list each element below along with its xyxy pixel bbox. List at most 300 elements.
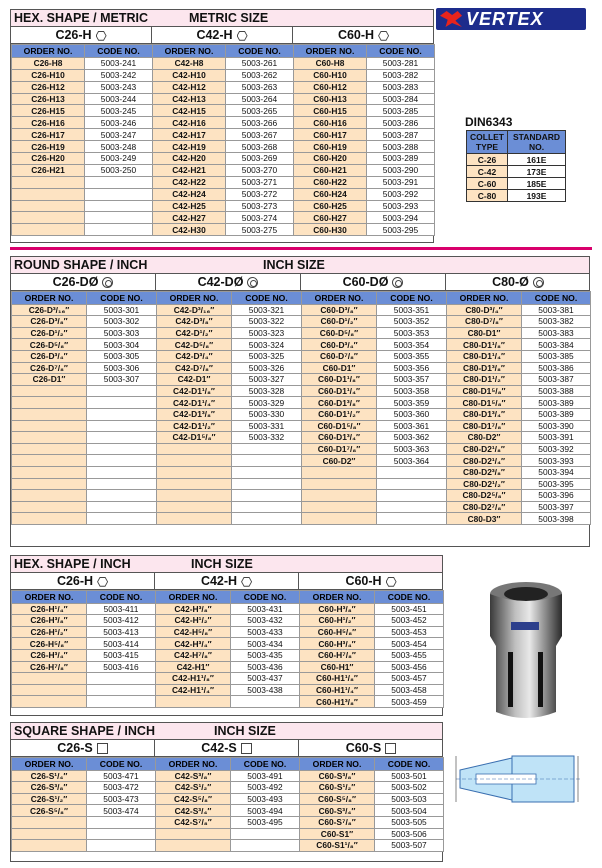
order-no-cell: C60-D³/₈″ xyxy=(302,304,377,316)
din-title: DIN6343 xyxy=(465,115,513,129)
code-no-cell: 5003-395 xyxy=(522,478,591,490)
code-no-cell: 5003-459 xyxy=(375,696,444,708)
code-no-cell: 5003-287 xyxy=(367,129,435,141)
table-row xyxy=(157,443,302,455)
column-header-order: ORDER NO. xyxy=(300,758,375,771)
code-no-cell: 5003-396 xyxy=(522,490,591,502)
table-row xyxy=(156,638,300,650)
code-no-cell: 5003-352 xyxy=(377,316,447,328)
order-no-cell xyxy=(12,224,85,236)
order-no-cell: C26-H13 xyxy=(12,93,85,105)
table-row xyxy=(12,638,156,650)
order-no-cell xyxy=(157,443,232,455)
code-no-cell: 5003-243 xyxy=(85,81,153,93)
column-header-order: ORDER NO. xyxy=(447,292,522,305)
section-size-label: METRIC SIZE xyxy=(189,11,269,25)
table-row xyxy=(153,93,294,105)
code-no-cell: 5003-473 xyxy=(87,793,156,805)
order-no-cell: C80-D1³/₈″ xyxy=(447,362,522,374)
code-no-cell xyxy=(85,176,153,188)
section-title-bar xyxy=(11,556,442,573)
group-c26-h xyxy=(11,27,152,44)
group-label: C42-H xyxy=(196,28,233,42)
table-row xyxy=(294,200,435,212)
code-no-cell xyxy=(87,478,157,490)
group-label: C26-DØ xyxy=(52,275,99,289)
order-no-cell: C60-D1³/₈″ xyxy=(302,397,377,409)
order-no-cell: C26-D⁵/₈″ xyxy=(12,339,87,351)
code-no-cell: 5003-274 xyxy=(226,212,294,224)
order-no-cell: C80-D1¹/₂″ xyxy=(447,374,522,386)
order-no-cell: C80-D2¹/₄″ xyxy=(447,455,522,467)
table-row xyxy=(294,129,435,141)
code-no-cell: 5003-386 xyxy=(522,362,591,374)
vertex-logo-icon xyxy=(440,11,462,27)
table-row xyxy=(157,327,302,339)
table-row xyxy=(156,782,300,794)
code-no-cell: 5003-295 xyxy=(367,224,435,236)
table-c42-h xyxy=(152,44,294,236)
square-shape-icon xyxy=(385,743,396,754)
group-label: C80-Ø xyxy=(492,275,529,289)
table-row xyxy=(156,793,300,805)
section-square-inch xyxy=(10,722,443,862)
order-no-cell: C60-S⁷/₈″ xyxy=(300,816,375,828)
table-row xyxy=(12,93,153,105)
table-row xyxy=(12,466,157,478)
table-row xyxy=(300,638,444,650)
code-no-cell: 5003-416 xyxy=(87,661,156,673)
code-no-cell: 5003-382 xyxy=(522,316,591,328)
order-no-cell: C80-D1⁵/₈″ xyxy=(447,385,522,397)
code-no-cell xyxy=(87,816,156,828)
table-row xyxy=(302,327,447,339)
order-no-cell: C42-H30 xyxy=(153,224,226,236)
code-no-cell: 5003-272 xyxy=(226,188,294,200)
order-no-cell: C60-H1³/₈″ xyxy=(300,696,375,708)
table-row xyxy=(12,339,157,351)
hexagon-shape-icon xyxy=(386,577,397,587)
order-no-cell: C42-H13 xyxy=(153,93,226,105)
column-header-order: ORDER NO. xyxy=(12,591,87,604)
code-no-cell: 5003-284 xyxy=(367,93,435,105)
order-no-cell: C42-H21 xyxy=(153,164,226,176)
code-no-cell: 5003-437 xyxy=(231,673,300,685)
table-row xyxy=(157,374,302,386)
table-row xyxy=(157,420,302,432)
code-no-cell: 5003-267 xyxy=(226,129,294,141)
table-row xyxy=(12,478,157,490)
group-label: C26-S xyxy=(57,741,93,755)
table-row xyxy=(12,501,157,513)
table-row xyxy=(157,316,302,328)
table-row xyxy=(12,176,153,188)
table-row xyxy=(12,816,156,828)
code-no-cell: 5003-495 xyxy=(231,816,300,828)
order-no-cell xyxy=(12,188,85,200)
order-no-cell: C80-D2³/₈″ xyxy=(447,466,522,478)
group-header-row xyxy=(11,274,589,291)
table-row xyxy=(447,327,591,339)
order-no-cell: C60-H³/₈″ xyxy=(300,603,375,615)
code-no-cell: 5003-268 xyxy=(226,141,294,153)
collet-photo xyxy=(478,572,574,722)
code-no-cell: 5003-454 xyxy=(375,638,444,650)
code-no-cell: 5003-327 xyxy=(232,374,302,386)
code-no-cell: 5003-306 xyxy=(87,362,157,374)
table-row xyxy=(447,397,591,409)
code-no-cell: 5003-415 xyxy=(87,649,156,661)
column-header-code: CODE NO. xyxy=(522,292,591,305)
order-no-cell: C26-H⁵/₈″ xyxy=(12,638,87,650)
table-row xyxy=(12,200,153,212)
table-row xyxy=(447,304,591,316)
table-row xyxy=(12,224,153,236)
order-no-cell: C60-D1¹/₂″ xyxy=(302,408,377,420)
table-row xyxy=(12,188,153,200)
code-no-cell xyxy=(87,673,156,685)
order-no-cell xyxy=(302,478,377,490)
table-row xyxy=(300,816,444,828)
order-no-cell: C26-H15 xyxy=(12,105,85,117)
code-no-cell xyxy=(231,840,300,852)
code-no-cell: 5003-307 xyxy=(87,374,157,386)
table-row xyxy=(300,649,444,661)
code-no-cell xyxy=(87,455,157,467)
table-row xyxy=(300,805,444,817)
table-row xyxy=(447,443,591,455)
table-row xyxy=(156,626,300,638)
table-row xyxy=(157,408,302,420)
group-c60-s xyxy=(299,740,443,757)
order-no-cell: C26-H³/₈″ xyxy=(12,615,87,627)
order-no-cell xyxy=(157,513,232,525)
order-no-cell: C60-D¹/₂″ xyxy=(302,316,377,328)
table-row xyxy=(12,408,157,420)
code-no-cell: 5003-434 xyxy=(231,638,300,650)
code-no-cell xyxy=(232,443,302,455)
order-no-cell: C60-H21 xyxy=(294,164,367,176)
order-no-cell: C60-D⁷/₈″ xyxy=(302,350,377,362)
order-no-cell xyxy=(302,490,377,502)
section-title-bar xyxy=(11,257,589,274)
code-no-cell: 5003-360 xyxy=(377,408,447,420)
order-no-cell: C60-D1³/₄″ xyxy=(302,432,377,444)
table-row xyxy=(156,661,300,673)
code-no-cell: 5003-281 xyxy=(367,57,435,69)
order-no-cell: C60-D1⁵/₈″ xyxy=(302,420,377,432)
column-header-code: CODE NO. xyxy=(226,45,294,58)
order-no-cell: C42-H19 xyxy=(153,141,226,153)
order-no-cell: C42-S¹/₂″ xyxy=(156,782,231,794)
table-row xyxy=(447,455,591,467)
table-row xyxy=(12,69,153,81)
group-c42-h xyxy=(152,27,293,44)
table-row xyxy=(12,432,157,444)
code-no-cell xyxy=(87,408,157,420)
table-row xyxy=(156,828,300,840)
code-no-cell xyxy=(232,501,302,513)
order-no-cell: C42-S⁷/₈″ xyxy=(156,816,231,828)
table-row xyxy=(12,455,157,467)
table-row xyxy=(447,408,591,420)
order-no-cell xyxy=(156,828,231,840)
hexagon-shape-icon xyxy=(97,577,108,587)
section-title: ROUND SHAPE / INCH xyxy=(14,258,148,272)
code-no-cell xyxy=(377,490,447,502)
table-row xyxy=(153,105,294,117)
code-no-cell: 5003-391 xyxy=(522,432,591,444)
code-no-cell: 5003-330 xyxy=(232,408,302,420)
order-no-cell: C42-H17 xyxy=(153,129,226,141)
code-no-cell: 5003-358 xyxy=(377,385,447,397)
section-title-bar xyxy=(11,723,442,740)
table-row xyxy=(302,408,447,420)
code-no-cell: 5003-362 xyxy=(377,432,447,444)
order-no-cell: C60-H16 xyxy=(294,117,367,129)
table-row xyxy=(156,770,300,782)
table-row xyxy=(157,478,302,490)
column-header-order: ORDER NO. xyxy=(12,758,87,771)
brand-name: VERTEX xyxy=(466,9,544,29)
table-row xyxy=(447,385,591,397)
order-no-cell: C42-H³/₈″ xyxy=(156,603,231,615)
din-row: C-60 185E xyxy=(467,178,566,190)
table-c26-d xyxy=(11,291,157,525)
code-no-cell: 5003-364 xyxy=(377,455,447,467)
square-shape-icon xyxy=(241,743,252,754)
code-no-cell: 5003-331 xyxy=(232,420,302,432)
table-row xyxy=(156,816,300,828)
code-no-cell: 5003-505 xyxy=(375,816,444,828)
table-row xyxy=(12,117,153,129)
order-no-cell xyxy=(156,840,231,852)
order-no-cell: C42-D⁵/₈″ xyxy=(157,339,232,351)
order-no-cell xyxy=(12,443,87,455)
code-no-cell: 5003-248 xyxy=(85,141,153,153)
table-c42-h xyxy=(155,590,300,708)
order-no-cell: C26-D⁷/₈″ xyxy=(12,362,87,374)
order-no-cell xyxy=(12,501,87,513)
order-no-cell: C60-H1″ xyxy=(300,661,375,673)
section-title-bar xyxy=(11,10,433,27)
order-no-cell: C42-S³/₄″ xyxy=(156,805,231,817)
order-no-cell: C60-H1¹/₈″ xyxy=(300,673,375,685)
code-no-cell: 5003-411 xyxy=(87,603,156,615)
table-row xyxy=(300,615,444,627)
order-no-cell: C80-D1³/₄″ xyxy=(447,408,522,420)
code-no-cell: 5003-264 xyxy=(226,93,294,105)
code-no-cell: 5003-351 xyxy=(377,304,447,316)
code-no-cell: 5003-262 xyxy=(226,69,294,81)
code-no-cell: 5003-292 xyxy=(367,188,435,200)
code-no-cell: 5003-249 xyxy=(85,153,153,165)
hexagon-shape-icon xyxy=(241,577,252,587)
order-no-cell: C60-D³/₄″ xyxy=(302,339,377,351)
table-row xyxy=(153,81,294,93)
order-no-cell: C60-D⁵/₈″ xyxy=(302,327,377,339)
table-c26-s xyxy=(11,757,156,852)
order-no-cell xyxy=(12,385,87,397)
table-row xyxy=(300,782,444,794)
code-no-cell: 5003-302 xyxy=(87,316,157,328)
table-row xyxy=(12,397,157,409)
group-c42-h xyxy=(155,573,299,590)
column-header-code: CODE NO. xyxy=(231,758,300,771)
code-no-cell: 5003-332 xyxy=(232,432,302,444)
table-row xyxy=(447,374,591,386)
order-no-cell: C42-H22 xyxy=(153,176,226,188)
order-no-cell: C60-H12 xyxy=(294,81,367,93)
order-no-cell: C42-H20 xyxy=(153,153,226,165)
table-row xyxy=(302,350,447,362)
table-row xyxy=(294,117,435,129)
code-no-cell xyxy=(87,432,157,444)
code-no-cell xyxy=(87,466,157,478)
table-row xyxy=(302,304,447,316)
order-no-cell xyxy=(12,408,87,420)
code-no-cell: 5003-245 xyxy=(85,105,153,117)
vertex-logo xyxy=(436,8,586,30)
code-no-cell: 5003-246 xyxy=(85,117,153,129)
table-row xyxy=(12,782,156,794)
code-no-cell xyxy=(85,188,153,200)
column-header-code: CODE NO. xyxy=(231,591,300,604)
group-label: C60-DØ xyxy=(342,275,389,289)
column-header-code: CODE NO. xyxy=(375,758,444,771)
code-no-cell: 5003-250 xyxy=(85,164,153,176)
table-row xyxy=(302,455,447,467)
code-no-cell: 5003-432 xyxy=(231,615,300,627)
column-header-code: CODE NO. xyxy=(87,758,156,771)
code-no-cell: 5003-326 xyxy=(232,362,302,374)
table-row xyxy=(302,432,447,444)
order-no-cell xyxy=(12,828,87,840)
group-header-row xyxy=(11,27,433,44)
square-shape-icon xyxy=(97,743,108,754)
code-no-cell: 5003-294 xyxy=(367,212,435,224)
order-no-cell: C42-D1⁵/₈″ xyxy=(157,432,232,444)
group-c42-s xyxy=(155,740,299,757)
section-hex-inch xyxy=(10,555,443,716)
column-header-order: ORDER NO. xyxy=(302,292,377,305)
table-c26-h xyxy=(11,590,156,708)
hexagon-shape-icon xyxy=(96,31,107,41)
table-row xyxy=(157,362,302,374)
table-row xyxy=(12,350,157,362)
order-no-cell xyxy=(12,212,85,224)
order-no-cell: C80-D2¹/₂″ xyxy=(447,478,522,490)
order-no-cell: C42-H12 xyxy=(153,81,226,93)
order-no-cell: C60-D1¹/₈″ xyxy=(302,374,377,386)
table-row xyxy=(153,188,294,200)
order-no-cell: C42-H16 xyxy=(153,117,226,129)
group-label: C60-H xyxy=(337,28,375,42)
code-no-cell: 5003-389 xyxy=(522,397,591,409)
group-label: C60-H xyxy=(345,574,382,588)
order-no-cell xyxy=(12,490,87,502)
group-c42-d xyxy=(156,274,301,291)
order-no-cell: C42-H8 xyxy=(153,57,226,69)
table-row xyxy=(302,466,447,478)
order-no-cell: C60-H⁵/₈″ xyxy=(300,626,375,638)
order-no-cell: C42-H27 xyxy=(153,212,226,224)
order-no-cell: C26-H³/₄″ xyxy=(12,649,87,661)
order-no-cell: C80-D1¹/₄″ xyxy=(447,350,522,362)
code-no-cell: 5003-328 xyxy=(232,385,302,397)
table-row xyxy=(294,81,435,93)
code-no-cell xyxy=(87,684,156,696)
order-no-cell: C60-H13 xyxy=(294,93,367,105)
order-no-cell xyxy=(12,696,87,708)
table-row xyxy=(300,626,444,638)
table-row xyxy=(157,513,302,525)
order-no-cell: C26-S⁵/₈″ xyxy=(12,805,87,817)
order-no-cell xyxy=(12,684,87,696)
table-row xyxy=(302,420,447,432)
order-no-cell: C60-H30 xyxy=(294,224,367,236)
code-no-cell: 5003-494 xyxy=(231,805,300,817)
group-label: C60-S xyxy=(345,741,382,755)
table-row xyxy=(300,828,444,840)
order-no-cell: C42-H1¹/₈″ xyxy=(156,673,231,685)
order-no-cell: C60-H27 xyxy=(294,212,367,224)
code-no-cell: 5003-472 xyxy=(87,782,156,794)
code-no-cell xyxy=(87,397,157,409)
code-no-cell: 5003-388 xyxy=(522,385,591,397)
section-round-inch xyxy=(10,256,590,547)
circle-shape-icon xyxy=(247,277,258,288)
order-no-cell: C80-D³/₄″ xyxy=(447,304,522,316)
column-header-order: ORDER NO. xyxy=(156,591,231,604)
section-title: HEX. SHAPE / METRIC xyxy=(14,11,149,25)
order-no-cell: C26-D³/₄″ xyxy=(12,350,87,362)
table-row xyxy=(12,840,156,852)
code-no-cell: 5003-501 xyxy=(375,770,444,782)
table-row xyxy=(12,129,153,141)
code-no-cell: 5003-289 xyxy=(367,153,435,165)
table-row xyxy=(300,793,444,805)
table-row xyxy=(12,696,156,708)
order-no-cell: C80-D1⁵/₈″ xyxy=(447,397,522,409)
table-row xyxy=(157,432,302,444)
table-row xyxy=(300,840,444,852)
table-row xyxy=(157,350,302,362)
order-no-cell: C42-S⁵/₈″ xyxy=(156,793,231,805)
order-no-cell: C42-D1¹/₈″ xyxy=(157,385,232,397)
table-c42-s xyxy=(155,757,300,852)
table-row xyxy=(12,626,156,638)
table-row xyxy=(294,212,435,224)
order-no-cell: C42-H24 xyxy=(153,188,226,200)
code-no-cell: 5003-357 xyxy=(377,374,447,386)
table-row xyxy=(300,673,444,685)
table-row xyxy=(157,304,302,316)
table-row xyxy=(12,420,157,432)
order-no-cell: C42-D1¹/₄″ xyxy=(157,397,232,409)
table-row xyxy=(12,212,153,224)
code-no-cell xyxy=(85,212,153,224)
column-header-order: ORDER NO. xyxy=(156,758,231,771)
code-no-cell: 5003-301 xyxy=(87,304,157,316)
code-no-cell xyxy=(87,828,156,840)
table-row xyxy=(302,316,447,328)
table-row xyxy=(156,840,300,852)
code-no-cell: 5003-275 xyxy=(226,224,294,236)
code-no-cell: 5003-502 xyxy=(375,782,444,794)
order-no-cell xyxy=(157,466,232,478)
code-no-cell: 5003-363 xyxy=(377,443,447,455)
